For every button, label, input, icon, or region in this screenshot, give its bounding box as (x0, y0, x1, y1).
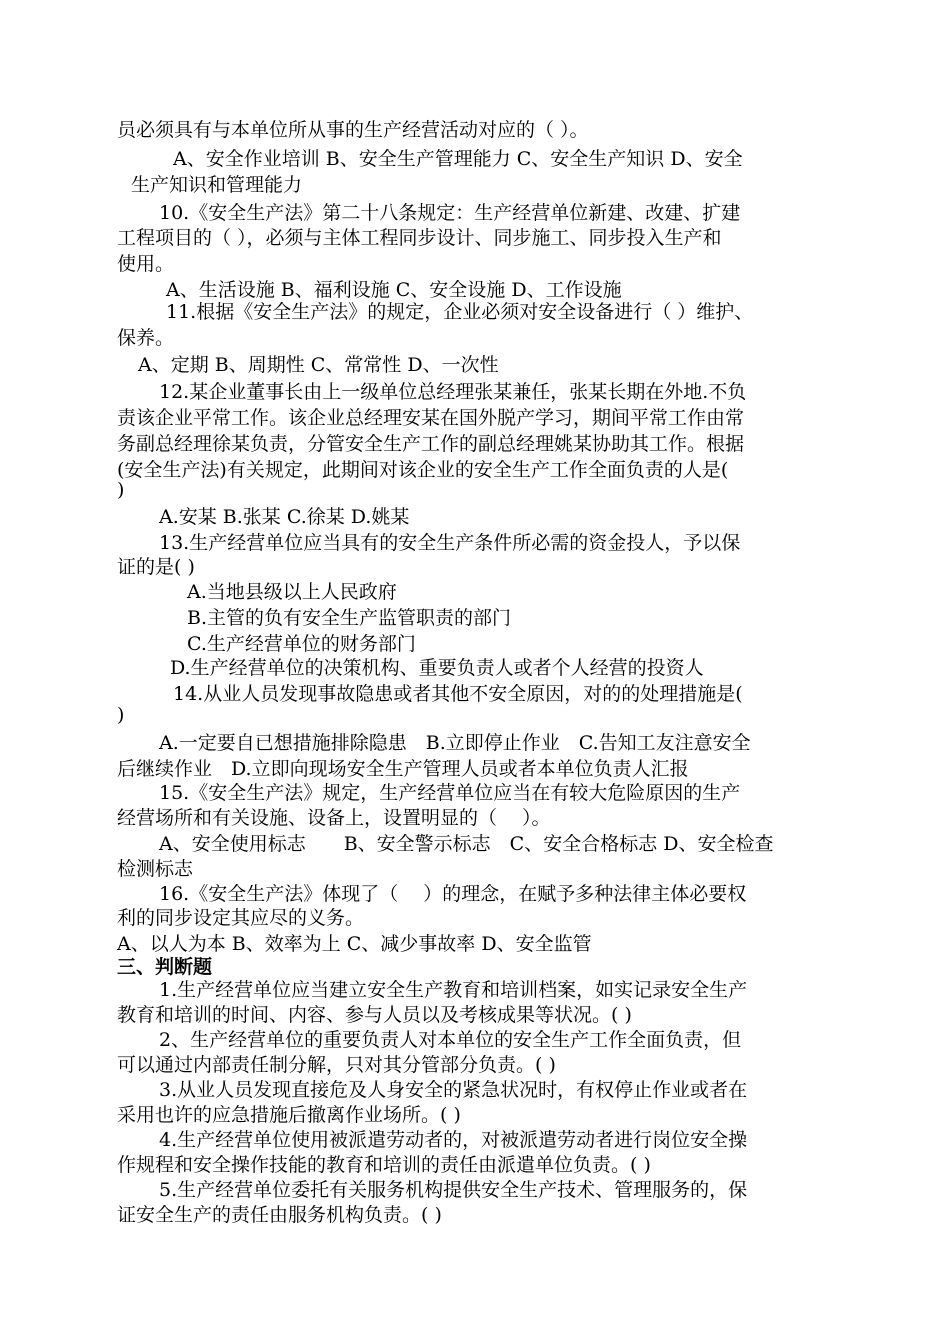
text-line: A.一定要自已想措施排除隐患 B.立即停止作业 C.告知工友注意安全 (159, 732, 751, 754)
text-line: 3.从业人员发现直接危及人身安全的紧急状况时，有权停止作业或者在 (159, 1079, 748, 1101)
text-line: ) (117, 479, 125, 501)
text-line: 14.从业人员发现事故隐患或者其他不安全原因，对的的处理措施是( (173, 683, 743, 705)
text-line: A、定期 B、周期性 C、常常性 D、一次性 (138, 354, 499, 376)
text-line: 4.生产经营单位使用被派遣劳动者的，对被派遣劳动者进行岗位安全操 (159, 1129, 748, 1151)
text-line: 证的是( ) (117, 556, 195, 578)
text-line: 11.根据《安全生产法》的规定，企业必须对安全设备进行（ ）维护、 (166, 301, 754, 323)
text-line: 利的同步设定其应尽的义务。 (117, 907, 365, 929)
text-line: A、安全使用标志 B、安全警示标志 C、安全合格标志 D、安全检查 (159, 833, 774, 855)
text-line: B.主管的负有安全生产监管职责的部门 (187, 607, 512, 629)
text-line: 务副总经理徐某负责，分管安全生产工作的副总经理姚某协助其工作。根据 (117, 433, 745, 455)
section-heading: 三、判断题 (117, 956, 213, 978)
text-line: C.生产经营单位的财务部门 (187, 633, 416, 655)
text-line: A.安某 B.张某 C.徐某 D.姚某 (159, 506, 410, 528)
text-line: (安全生产法)有关规定，此期间对该企业的安全生产工作全面负责的人是( (117, 459, 729, 481)
text-line: 13.生产经营单位应当具有的安全生产条件所必需的资金投人，予以保 (159, 532, 741, 554)
text-line: 教育和培训的时间、内容、参与人员以及考核成果等状况。( ) (117, 1004, 632, 1026)
text-line: 检测标志 (117, 858, 194, 880)
text-line: A、以人为本 B、效率为上 C、减少事故率 D、安全监管 (117, 933, 592, 955)
text-line: 可以通过内部责任制分解，只对其分管部分负责。( ) (117, 1054, 556, 1076)
text-line: 15.《安全生产法》规定，生产经营单位应当在有较大危险原因的生产 (159, 782, 741, 804)
text-line: 使用。 (117, 253, 175, 275)
text-line: ) (117, 704, 125, 726)
text-line: 证安全生产的责任由服务机构负责。( ) (117, 1204, 442, 1226)
text-line: 16.《安全生产法》体现了（ ）的理念，在赋予多种法律主体必要权 (159, 883, 747, 905)
text-line: 5.生产经营单位委托有关服务机构提供安全生产技术、管理服务的，保 (159, 1179, 748, 1201)
text-line: D.生产经营单位的决策机构、重要负责人或者个人经营的投资人 (170, 657, 704, 679)
text-line: A.当地县级以上人民政府 (187, 581, 397, 603)
text-line: 员必须具有与本单位所从事的生产经营活动对应的（ ）。 (117, 119, 589, 141)
text-line: 1.生产经营单位应当建立安全生产教育和培训档案，如实记录安全生产 (159, 979, 748, 1001)
text-line: 2、生产经营单位的重要负责人对本单位的安全生产工作全面负责，但 (159, 1029, 742, 1051)
text-line: 采用也许的应急措施后撤离作业场所。( ) (117, 1104, 461, 1126)
text-line: 责该企业平常工作。该企业总经理安某在国外脱产学习，期间平常工作由常 (117, 407, 745, 429)
text-line: 工程项目的（ ），必须与主体工程同步设计、同步施工、同步投入生产和 (117, 227, 722, 249)
text-line: 保养。 (117, 327, 175, 349)
text-line: 作规程和安全操作技能的教育和培训的责任由派遣单位负责。( ) (117, 1154, 651, 1176)
text-line: 后继续作业 D.立即向现场安全生产管理人员或者本单位负责人汇报 (117, 758, 689, 780)
text-line: 经营场所和有关设施、设备上，设置明显的（ ）。 (117, 807, 551, 829)
text-line: 10.《安全生产法》第二十八条规定：生产经营单位新建、改建、扩建 (159, 202, 741, 224)
text-line: 生产知识和管理能力 (131, 174, 303, 196)
text-line: A、安全作业培训 B、安全生产管理能力 C、安全生产知识 D、安全 (173, 148, 743, 170)
text-line: 12.某企业董事长由上一级单位总经理张某兼任，张某长期在外地.不负 (159, 381, 747, 403)
text-line: A、生活设施 B、福利设施 C、安全设施 D、工作设施 (166, 279, 622, 301)
